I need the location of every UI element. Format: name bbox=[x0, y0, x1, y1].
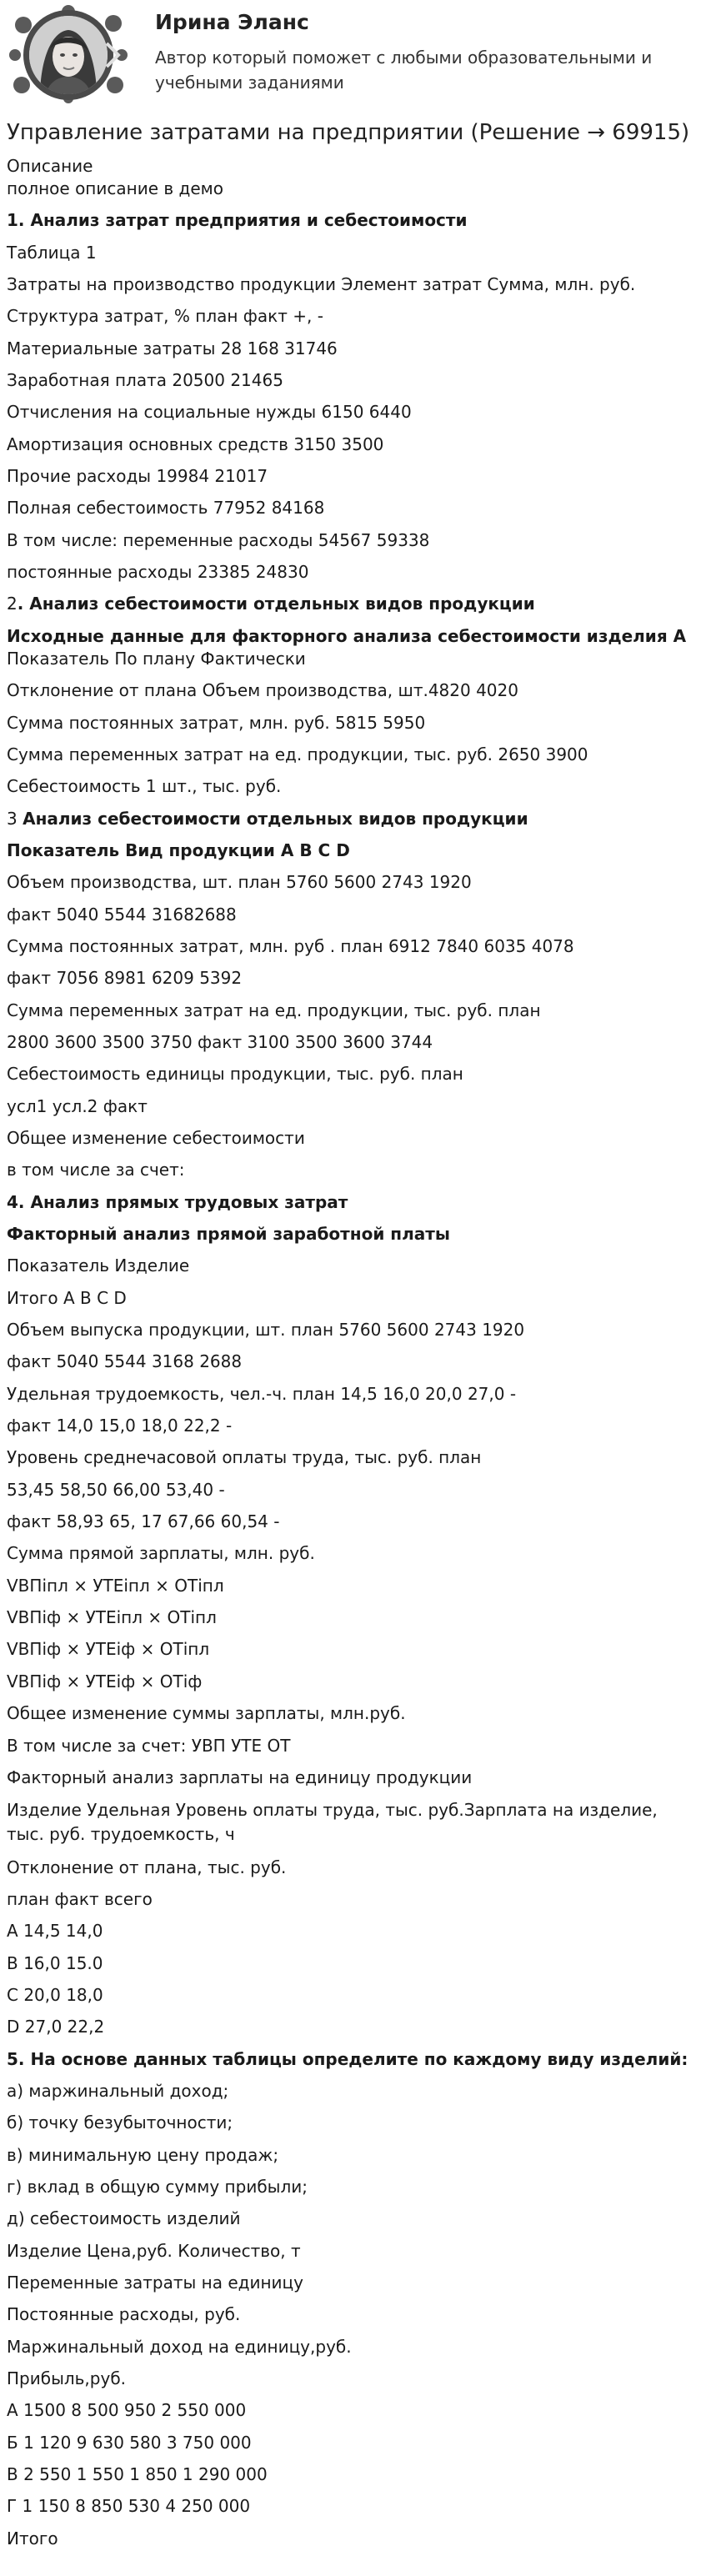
text-line bbox=[7, 1415, 698, 1437]
text-fragment: 3 bbox=[7, 808, 23, 829]
text-line bbox=[7, 1223, 698, 1245]
text-line bbox=[7, 2112, 698, 2134]
text-fragment: Амортизация основных средств 3150 3500 bbox=[7, 434, 384, 454]
text-fragment: 53,45 58,50 66,00 53,40 - bbox=[7, 1479, 225, 1500]
text-fragment: Удельная трудоемкость, чел.-ч. план 14,5 16,0 20,0 27,0 - bbox=[7, 1383, 517, 1404]
text-line bbox=[7, 1255, 698, 1277]
description-heading: Описание bbox=[7, 156, 93, 176]
text-fragment: факт 58,93 65, 17 67,66 60,54 - bbox=[7, 1511, 280, 1532]
text-line bbox=[7, 2336, 698, 2358]
text-line bbox=[7, 1888, 698, 1911]
text-fragment: Отклонение от плана Объем производства, шт.4820 4020 bbox=[7, 680, 518, 701]
text-fragment: А 1500 8 500 950 2 550 000 bbox=[7, 2400, 247, 2421]
bold-text: 1. Анализ затрат предприятия и себестоимости bbox=[7, 210, 468, 231]
text-line bbox=[7, 2208, 698, 2230]
text-line bbox=[7, 1767, 698, 1789]
text-line bbox=[7, 1127, 698, 1150]
text-fragment: Уровень среднечасовой оплаты труда, тыс. руб. план bbox=[7, 1447, 482, 1468]
text-line bbox=[7, 1798, 698, 1847]
author-description: Автор который поможет с любыми образовательными и учебными заданиями bbox=[155, 48, 653, 93]
text-line bbox=[7, 242, 698, 264]
text-fragment: Полная себестоимость 77952 84168 bbox=[7, 498, 325, 519]
bold-text: 5. На основе данных таблицы определите по каждому виду изделий: bbox=[7, 2048, 688, 2069]
text-line bbox=[7, 1857, 698, 1879]
text-fragment: Б 1 120 9 630 580 3 750 000 bbox=[7, 2432, 252, 2453]
text-fragment: усл1 усл.2 факт bbox=[7, 1095, 148, 1116]
text-line bbox=[7, 593, 698, 615]
text-fragment: Сумма прямой зарплаты, млн. руб. bbox=[7, 1543, 315, 1564]
text-fragment: Затраты на производство продукции Элемент затрат Сумма, млн. руб. bbox=[7, 274, 636, 295]
text-line bbox=[7, 2303, 698, 2326]
text-fragment: Прочие расходы 19984 21017 bbox=[7, 466, 268, 487]
text-fragment: Отчисления на социальные нужды 6150 6440 bbox=[7, 402, 412, 423]
text-line bbox=[7, 839, 698, 862]
bold-text: 4. Анализ прямых трудовых затрат bbox=[7, 1191, 348, 1212]
text-line bbox=[7, 2240, 698, 2263]
text-fragment: в) минимальную цену продаж; bbox=[7, 2144, 279, 2165]
text-line bbox=[7, 273, 698, 296]
text-fragment: С 20,0 18,0 bbox=[7, 1984, 103, 2005]
text-fragment: Показатель Изделие bbox=[7, 1255, 190, 1276]
text-line bbox=[7, 529, 698, 552]
text-line bbox=[7, 2176, 698, 2198]
text-fragment: Маржинальный доход на единицу,руб. bbox=[7, 2336, 352, 2357]
text-line bbox=[7, 1638, 698, 1661]
text-fragment: D 27,0 22,2 bbox=[7, 2017, 105, 2037]
text-line bbox=[7, 2144, 698, 2167]
text-fragment: 2 bbox=[7, 594, 18, 614]
text-fragment: Объем выпуска продукции, шт. план 5760 5600 2743 1920 bbox=[7, 1320, 525, 1341]
text-line bbox=[7, 2016, 698, 2038]
text-fragment: VBПiф × УТЕiф × ОТiф bbox=[7, 1671, 203, 1691]
text-line bbox=[7, 2272, 698, 2294]
text-line bbox=[7, 1606, 698, 1629]
text-fragment: Изделие Цена,руб. Количество, т bbox=[7, 2240, 301, 2261]
text-fragment: Сумма постоянных затрат, млн. руб . план 6912 7840 6035 4078 bbox=[7, 935, 574, 956]
text-fragment: В том числе: переменные расходы 54567 59338 bbox=[7, 529, 430, 550]
document-lines bbox=[7, 209, 698, 2549]
text-fragment: Постоянные расходы, руб. bbox=[7, 2304, 241, 2325]
text-fragment: Г 1 150 8 850 530 4 250 000 bbox=[7, 2496, 251, 2517]
text-line bbox=[7, 744, 698, 766]
text-line bbox=[7, 1920, 698, 1942]
bold-text: Исходные данные для факторного анализа себестоимости изделия А bbox=[7, 625, 687, 646]
text-line bbox=[7, 1446, 698, 1469]
text-line bbox=[7, 2080, 698, 2102]
text-fragment: В 16,0 15.0 bbox=[7, 1952, 103, 1973]
text-fragment: Показатель По плану Фактически bbox=[7, 648, 306, 669]
text-line bbox=[7, 434, 698, 456]
text-line bbox=[7, 2399, 698, 2422]
text-fragment: В том числе за счет: УВП УТЕ ОТ bbox=[7, 1735, 291, 1756]
text-line bbox=[7, 1984, 698, 2007]
text-fragment: Таблица 1 bbox=[7, 242, 97, 263]
text-fragment: Отклонение от плана, тыс. руб. bbox=[7, 1857, 287, 1877]
text-line bbox=[7, 2048, 698, 2071]
author-avatar[interactable] bbox=[8, 5, 128, 103]
text-fragment: факт 7056 8981 6209 5392 bbox=[7, 968, 243, 989]
text-fragment: Сумма переменных затрат на ед. продукции, тыс. руб. 2650 3900 bbox=[7, 744, 588, 764]
text-fragment: Итого А В С D bbox=[7, 1287, 127, 1308]
text-line bbox=[7, 967, 698, 990]
text-line bbox=[7, 648, 698, 670]
text-line bbox=[7, 1511, 698, 1533]
text-fragment: Себестоимость 1 шт., тыс. руб. bbox=[7, 776, 282, 797]
text-fragment: VBПiф × УТЕiпл × ОТiпл bbox=[7, 1607, 217, 1628]
text-fragment: Структура затрат, % план факт +, - bbox=[7, 306, 323, 327]
text-line bbox=[7, 2368, 698, 2390]
author-name[interactable]: Ирина Эланс bbox=[155, 10, 309, 34]
text-fragment: факт 5040 5544 3168 2688 bbox=[7, 1351, 243, 1372]
text-line bbox=[7, 1191, 698, 1214]
text-fragment: 2800 3600 3500 3750 факт 3100 3500 3600 3744 bbox=[7, 1031, 433, 1052]
text-fragment: В 2 550 1 550 1 850 1 290 000 bbox=[7, 2464, 268, 2485]
text-line bbox=[7, 2432, 698, 2454]
text-fragment: Прибыль,руб. bbox=[7, 2368, 127, 2389]
text-line bbox=[7, 1383, 698, 1406]
text-fragment: факт 14,0 15,0 18,0 22,2 - bbox=[7, 1416, 233, 1436]
text-line bbox=[7, 935, 698, 958]
text-line bbox=[7, 465, 698, 488]
text-line bbox=[7, 775, 698, 798]
text-fragment: постоянные расходы 23385 24830 bbox=[7, 562, 309, 583]
description-text: полное описание в демо bbox=[7, 178, 223, 198]
text-fragment: Общее изменение себестоимости bbox=[7, 1127, 305, 1148]
text-line bbox=[7, 1952, 698, 1975]
text-fragment: Материальные затраты 28 168 31746 bbox=[7, 338, 338, 358]
text-line bbox=[7, 679, 698, 702]
text-line bbox=[7, 1095, 698, 1118]
text-line bbox=[7, 1575, 698, 1597]
text-fragment: VBПiф × УТЕiф × ОТiпл bbox=[7, 1639, 210, 1660]
text-fragment: д) себестоимость изделий bbox=[7, 2208, 241, 2229]
bold-text: Анализ себестоимости отдельных видов продукции bbox=[23, 808, 528, 829]
text-fragment: в том числе за счет: bbox=[7, 1160, 185, 1180]
text-line bbox=[7, 1319, 698, 1341]
text-line bbox=[7, 1031, 698, 1054]
bold-text: Показатель Вид продукции А В С D bbox=[7, 839, 350, 860]
text-line bbox=[7, 904, 698, 926]
bold-text: Факторный анализ прямой заработной платы bbox=[7, 1224, 450, 1244]
text-line bbox=[7, 712, 698, 734]
text-fragment: Изделие Удельная Уровень оплаты труда, тыс. руб.Зарплата на изделие, тыс. руб. трудоемкость, ч bbox=[7, 1800, 658, 1845]
text-line bbox=[7, 2528, 698, 2550]
text-line bbox=[7, 2495, 698, 2518]
text-fragment: Итого bbox=[7, 2528, 58, 2548]
text-line bbox=[7, 1000, 698, 1022]
text-line bbox=[7, 369, 698, 392]
text-fragment: а) маржинальный доход; bbox=[7, 2080, 229, 2101]
text-line bbox=[7, 1287, 698, 1310]
text-line bbox=[7, 1702, 698, 1725]
text-line bbox=[7, 497, 698, 519]
text-fragment: план факт всего bbox=[7, 1888, 153, 1909]
text-fragment: Факторный анализ зарплаты на единицу продукции bbox=[7, 1767, 473, 1787]
text-fragment: Сумма постоянных затрат, млн. руб. 5815 5950 bbox=[7, 712, 426, 733]
text-line bbox=[7, 305, 698, 328]
text-line bbox=[7, 401, 698, 423]
text-line bbox=[7, 2463, 698, 2486]
text-fragment: VBПiпл × УТЕiпл × ОТiпл bbox=[7, 1575, 224, 1596]
text-fragment: г) вклад в общую сумму прибыли; bbox=[7, 2176, 308, 2197]
text-line bbox=[7, 871, 698, 894]
text-fragment: Общее изменение суммы зарплаты, млн.руб. bbox=[7, 1703, 406, 1724]
bold-text: . Анализ себестоимости отдельных видов продукции bbox=[17, 594, 535, 614]
page-title: Управление затратами на предприятии (Решение → 69915) bbox=[7, 120, 690, 145]
text-fragment: Объем производства, шт. план 5760 5600 2743 1920 bbox=[7, 872, 472, 893]
text-fragment: Себестоимость единицы продукции, тыс. руб. план bbox=[7, 1064, 463, 1085]
text-line bbox=[7, 1063, 698, 1085]
text-line bbox=[7, 1671, 698, 1693]
author-header bbox=[7, 5, 698, 108]
text-line bbox=[7, 808, 698, 830]
text-fragment: Переменные затраты на единицу bbox=[7, 2273, 303, 2293]
document-body bbox=[7, 155, 698, 2559]
text-fragment: А 14,5 14,0 bbox=[7, 1921, 103, 1942]
text-line bbox=[7, 1735, 698, 1757]
text-fragment: б) точку безубыточности; bbox=[7, 2112, 233, 2133]
text-line bbox=[7, 1542, 698, 1565]
text-line bbox=[7, 1351, 698, 1373]
text-line bbox=[7, 1159, 698, 1181]
text-line bbox=[7, 561, 698, 584]
text-line bbox=[7, 338, 698, 360]
text-line bbox=[7, 209, 698, 232]
text-fragment: Сумма переменных затрат на ед. продукции, тыс. руб. план bbox=[7, 1000, 541, 1020]
text-line bbox=[7, 625, 698, 648]
text-line bbox=[7, 1479, 698, 1501]
text-fragment: факт 5040 5544 31682688 bbox=[7, 904, 237, 925]
text-fragment: Заработная плата 20500 21465 bbox=[7, 370, 283, 391]
